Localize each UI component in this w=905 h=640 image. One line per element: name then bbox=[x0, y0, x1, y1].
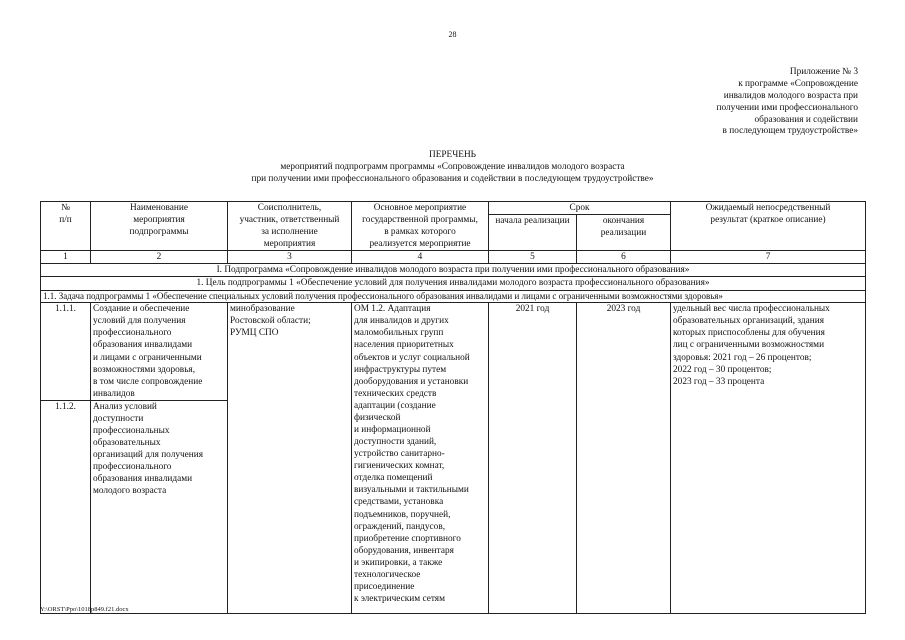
measures-table bbox=[40, 201, 866, 614]
appendix-line: инвалидов молодого возраста при bbox=[723, 90, 858, 101]
appendix-line: получении ими профессионального bbox=[716, 102, 858, 113]
col-num: 4 bbox=[352, 251, 489, 264]
row-name: Анализ условий доступности профессиональных образовательных организаций для получения профессионального образования инвалидами молодого возраста bbox=[91, 400, 228, 613]
col-num: 2 bbox=[91, 251, 228, 264]
col-num: 1 bbox=[41, 251, 91, 264]
subprogram-row bbox=[41, 264, 866, 277]
appendix-line: к программе «Сопровождение bbox=[738, 78, 858, 89]
col-num: 5 bbox=[489, 251, 577, 264]
header-main-event: Основное мероприятие государственной программы, в рамках которого реализуется мероприятие bbox=[352, 202, 489, 251]
table-row bbox=[41, 303, 866, 401]
row-num: 1.1.1. bbox=[41, 303, 91, 401]
col-num: 3 bbox=[228, 251, 352, 264]
header-start: начала реализации bbox=[489, 215, 577, 251]
header-end: окончания реализации bbox=[577, 215, 671, 251]
header-executor: Соисполнитель, участник, ответственный за исполнение мероприятия bbox=[228, 202, 352, 251]
column-number-row bbox=[41, 251, 866, 264]
goal-title: 1. Цель подпрограммы 1 «Обеспечение условий для получения инвалидами молодого возраста профессионального образования» bbox=[41, 277, 866, 290]
header-name: Наименование мероприятия подпрограммы bbox=[91, 202, 228, 251]
row-main-event: ОМ 1.2. Адаптация для инвалидов и других маломобильных групп населения приоритетных объектов и услуг социальной инфраструктуры путем дооборудования и установки технических средств адаптации (создание физической и информационной доступности зданий, устройство санитарно- гигиенических комнат, отделка помещений визуальными и тактильными средствами, установка подъемников, поручней, ограждений, пандусов, приобретение спортивного оборудования, инвентаря и экипировки, а также технологическое присоединение к электрическим сетям bbox=[352, 303, 489, 614]
row-num: 1.1.2. bbox=[41, 400, 91, 613]
page-number: 28 bbox=[448, 30, 457, 39]
appendix-line: в последующем трудоустройстве» bbox=[722, 126, 858, 137]
header-result: Ожидаемый непосредственный результат (краткое описание) bbox=[671, 202, 866, 251]
col-num: 7 bbox=[671, 251, 866, 264]
task-row bbox=[41, 290, 866, 303]
header-row bbox=[41, 202, 866, 215]
header-term: Срок bbox=[489, 202, 671, 215]
row-result: удельный вес числа профессиональных образовательных организаций, здания которых приспособлены для обучения лиц с ограниченными возможностями здоровья: 2021 год – 26 процентов; 2022 год – 30 процентов; 2023 год – 33 процента bbox=[671, 303, 866, 614]
appendix-line: образования и содействии bbox=[754, 114, 858, 125]
goal-row bbox=[41, 277, 866, 290]
task-title: 1.1. Задача подпрограммы 1 «Обеспечение специальных условий получения профессионального образования инвалидами и лицами с ограниченными возможностями здоровья» bbox=[41, 290, 866, 303]
row-executor: минобразование Ростовской области; РУМЦ СПО bbox=[228, 303, 352, 614]
col-num: 6 bbox=[577, 251, 671, 264]
subprogram-title: I. Подпрограмма «Сопровождение инвалидов молодого возраста при получении ими профессионального образования» bbox=[41, 264, 866, 277]
title-heading: ПЕРЕЧЕНЬ bbox=[428, 150, 476, 160]
document-title bbox=[0, 150, 905, 186]
title-line: при получении ими профессионального образования и содействии в последующем трудоустройстве» bbox=[251, 173, 654, 184]
appendix-line: Приложение № 3 bbox=[789, 67, 858, 77]
appendix-note bbox=[668, 67, 858, 138]
row-start: 2021 год bbox=[489, 303, 577, 614]
title-line: мероприятий подпрограмм программы «Сопровождение инвалидов молодого возраста bbox=[280, 161, 625, 172]
row-name: Создание и обеспечение условий для получения профессионального образования инвалидами и лицами с ограниченными возможностями здоровья, в том числе сопровождение инвалидов bbox=[91, 303, 228, 401]
header-num: № п/п bbox=[41, 202, 91, 251]
file-path-footer: Y:\ORST\Ppo\1018p849.f21.docx bbox=[40, 606, 129, 613]
row-end: 2023 год bbox=[577, 303, 671, 614]
